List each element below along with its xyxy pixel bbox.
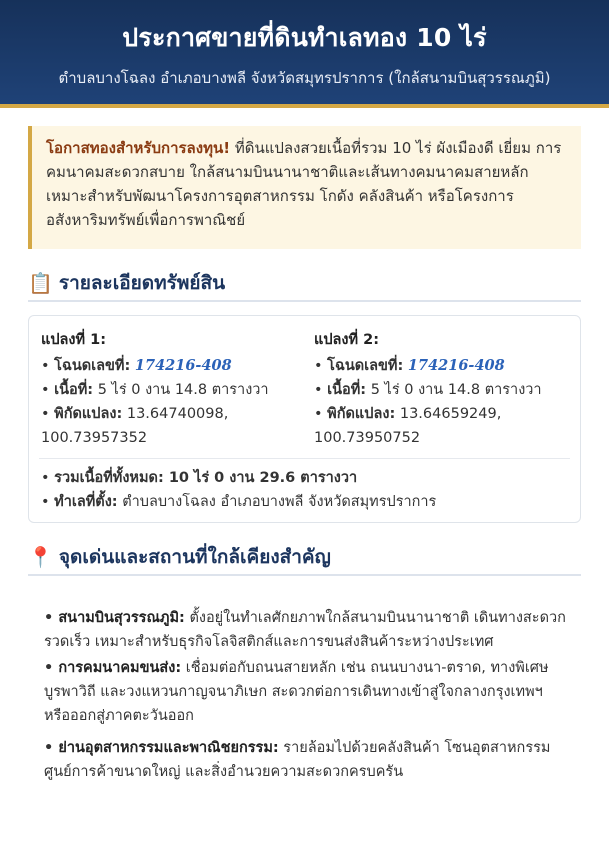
property-details-box [28, 315, 581, 523]
coord-row: • พิกัดแปลง: 13.64740098, 100.73957352 [41, 406, 229, 446]
list-item: • การคมนาคมขนส่ง: เชื่อมต่อกับถนนสายหลัก เช่น ถนนบางนา-ตราด, ทางพิเศษบูรพาวิถี และวงแหวนกาญจนาภิเษก สะดวกต่อการเดินทางเข้าสู่ใจกลางกรุงเทพฯ หรือออกสู่ภาคตะวันออก [44, 660, 549, 724]
divider [39, 458, 570, 459]
clipboard-icon: 📋 [28, 271, 53, 295]
summary [41, 466, 571, 514]
deed-number: 174216-408 [134, 357, 232, 374]
area-row: • เนื้อที่: 5 ไร่ 0 งาน 14.8 ตารางวา [41, 382, 269, 398]
location-row: • ทำเลที่ตั้ง: ตำบลบางโฉลง อำเภอบางพลี จังหวัดสมุทรปราการ [41, 494, 437, 510]
details-title-text: รายละเอียดทรัพย์สิน [58, 272, 226, 294]
list-item: • สนามบินสุวรรณภูมิ: ตั้งอยู่ในทำเลศักยภาพใกล้สนามบินนานาชาติ เดินทางสะดวก รวดเร็ว เหมาะสำหรับธุรกิจโลจิสติกส์และการขนส่งสินค้าระหว่างประเทศ [44, 610, 566, 650]
plot-heading: แปลงที่ 1: [41, 332, 107, 348]
highlights-box [28, 594, 581, 848]
page-subtitle: ตำบลบางโฉลง อำเภอบางพลี จังหวัดสมุทรปราการ (ใกล้สนามบินสุวรรณภูมิ) [58, 69, 551, 87]
area-row: • เนื้อที่: 5 ไร่ 0 งาน 14.8 ตารางวา [314, 382, 542, 398]
plot-2 [314, 328, 559, 450]
page-header [0, 0, 609, 108]
list-item: • ย่านอุตสาหกรรมและพาณิชยกรรม: รายล้อมไปด้วยคลังสินค้า โซนอุตสาหกรรม ศูนย์การค้าขนาดใหญ่ และสิ่งอำนวยความสะดวกครบครัน [44, 740, 551, 780]
deed-number: 174216-408 [407, 357, 505, 374]
intro-lead: โอกาสทองสำหรับการลงทุน! [46, 139, 231, 157]
deed-row: • โฉนดเลขที่: 174216-408 [41, 357, 232, 374]
total-area-row: • รวมเนื้อที่ทั้งหมด: 10 ไร่ 0 งาน 29.6 ตารางวา [41, 470, 358, 486]
details-section-title [28, 266, 581, 302]
highlights-section-title [28, 540, 581, 576]
page-title: ประกาศขายที่ดินทำเลทอง 10 ไร่ [122, 23, 487, 52]
deed-row: • โฉนดเลขที่: 174216-408 [314, 357, 505, 374]
intro-body: ที่ดินแปลงสวยเนื้อที่รวม 10 ไร่ ผังเมืองดี เยี่ยม การคมนาคมสะดวกสบาย ใกล้สนามบินนานาชาติและเส้นทางคมนาคมสายหลัก เหมาะสำหรับพัฒนาโครงการอุตสาหกรรม โกดัง คลังสินค้า หรือโครงการอสังหาริมทรัพย์เพื่อการพาณิชย์ [46, 139, 562, 229]
highlights-title-text: จุดเด่นและสถานที่ใกล้เคียงสำคัญ [58, 546, 331, 568]
plot-heading: แปลงที่ 2: [314, 332, 380, 348]
coord-row: • พิกัดแปลง: 13.64659249, 100.73950752 [314, 406, 502, 446]
map-pin-icon: 📍 [28, 545, 53, 569]
intro-callout [28, 126, 581, 249]
plot-1 [41, 328, 286, 450]
